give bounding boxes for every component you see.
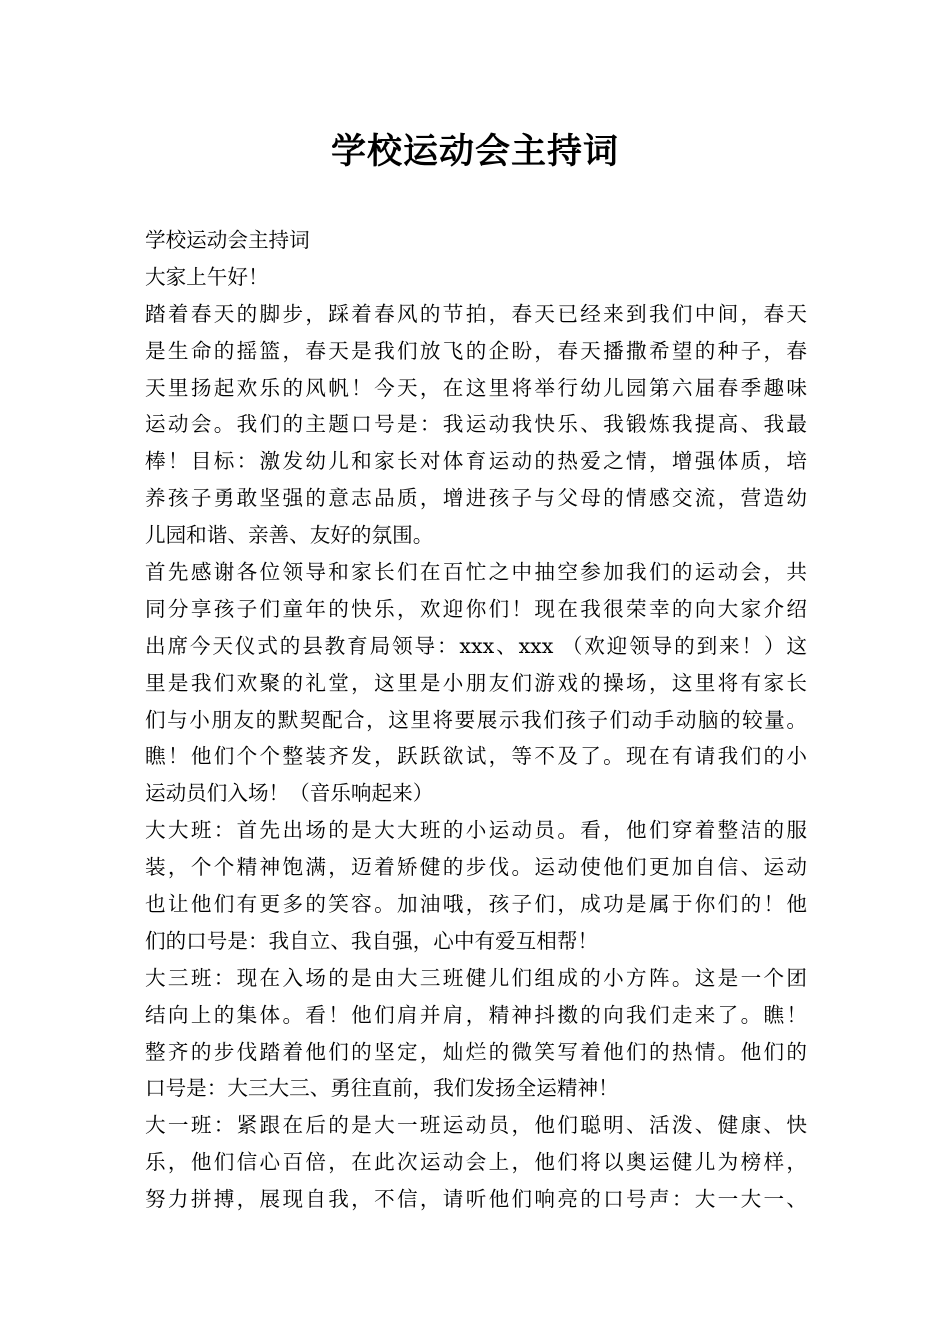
- text-line: 大家上午好！: [145, 264, 269, 289]
- text-line: 努力拼搏，展现自我，不信，请听他们响亮的口号声：大一大一、: [145, 1187, 807, 1212]
- text-line: 乐，他们信心百倍，在此次运动会上，他们将以奥运健儿为榜样，: [145, 1150, 807, 1175]
- text-line: 同分享孩子们童年的快乐，欢迎你们！现在我很荣幸的向大家介绍: [145, 596, 807, 621]
- text-line: 学校运动会主持词: [145, 228, 310, 252]
- text-line: 踏着春天的脚步，踩着春风的节拍，春天已经来到我们中间，春天: [145, 301, 807, 326]
- text-line: 是生命的摇篮，春天是我们放飞的企盼，春天播撒希望的种子，春: [145, 338, 807, 363]
- text-line: 口号是：大三大三、勇往直前，我们发扬全运精神！: [145, 1076, 619, 1101]
- text-line: 儿园和谐、亲善、友好的氛围。: [145, 523, 434, 548]
- text-line: 天里扬起欢乐的风帆！今天，在这里将举行幼儿园第六届春季趣味: [145, 375, 807, 400]
- text-line: 养孩子勇敢坚强的意志品质，增进孩子与父母的情感交流，营造幼: [145, 486, 807, 511]
- text-line: 结向上的集体。看！他们肩并肩，精神抖擞的向我们走来了。瞧！: [145, 1002, 807, 1027]
- text-line: 首先感谢各位领导和家长们在百忙之中抽空参加我们的运动会，共: [145, 560, 807, 585]
- text-line: 们的口号是：我自立、我自强，心中有爱互相帮！: [145, 928, 599, 953]
- document-body: [145, 222, 807, 1218]
- text-line: 也让他们有更多的笑容。加油哦，孩子们，成功是属于你们的！他: [145, 892, 807, 917]
- text-line: 整齐的步伐踏着他们的坚定，灿烂的微笑写着他们的热情。他们的: [145, 1039, 807, 1064]
- text-line: 大三班：现在入场的是由大三班健儿们组成的小方阵。这是一个团: [145, 965, 807, 990]
- text-line: 大大班：首先出场的是大大班的小运动员。看，他们穿着整洁的服: [145, 818, 807, 843]
- text-line: 瞧！他们个个整装齐发，跃跃欲试，等不及了。现在有请我们的小: [145, 744, 807, 769]
- text-line: 出席今天仪式的县教育局领导：xxx、xxx （欢迎领导的到来！）这: [145, 633, 807, 658]
- text-line: 运动员们入场！（音乐响起来）: [145, 781, 434, 806]
- text-line: 们与小朋友的默契配合，这里将要展示我们孩子们动手动脑的较量。: [145, 707, 807, 732]
- text-line: 大一班：紧跟在后的是大一班运动员，他们聪明、活泼、健康、快: [145, 1113, 807, 1138]
- text-line: 棒！目标：激发幼儿和家长对体育运动的热爱之情，增强体质，培: [145, 449, 807, 474]
- text-line: 运动会。我们的主题口号是：我运动我快乐、我锻炼我提高、我最: [145, 412, 807, 437]
- text-line: 装，个个精神饱满，迈着矫健的步伐。运动使他们更加自信、运动: [145, 855, 807, 880]
- document-title: 学校运动会主持词: [330, 132, 619, 172]
- text-line: 里是我们欢聚的礼堂，这里是小朋友们游戏的操场，这里将有家长: [145, 670, 807, 695]
